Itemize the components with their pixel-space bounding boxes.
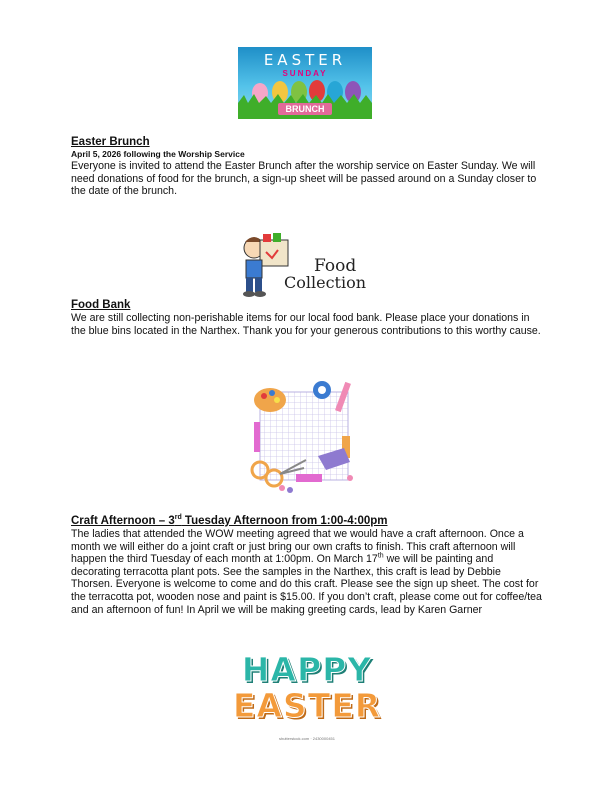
craft-heading-pre: Craft Afternoon – 3 xyxy=(71,515,175,527)
banner-badge: BRUNCH xyxy=(278,103,332,115)
happy-easter-graphic xyxy=(232,650,382,742)
image-credit: shutterstock.com · 2430000451 xyxy=(278,736,336,741)
food-collection-graphic xyxy=(236,230,376,298)
easter-text: EASTER xyxy=(232,686,382,725)
food-bank-body: We are still collecting non-perishable items for our local food bank. Please place your donations in the blue bins located in the Narthex. Thank you for your generous contributions to this worthy cause. xyxy=(71,312,541,337)
craft-body-part1: The ladies that attended the WOW meeting agreed that we would have a craft afternoon. Once a month we will either do a joint craft or just bring our own crafts to finish. This craft afternoon will happen the third Tuesday of each month at 1:00pm. On March 17 xyxy=(71,528,524,566)
banner-subtitle: SUNDAY xyxy=(282,69,328,78)
easter-brunch-heading: Easter Brunch xyxy=(71,136,150,148)
craft-supplies-graphic xyxy=(246,378,364,496)
food-graphic-line2: Collection xyxy=(284,273,367,292)
food-graphic-line1: Food xyxy=(314,256,357,276)
craft-body xyxy=(71,528,543,616)
easter-brunch-section xyxy=(71,135,543,198)
banner-title: EASTER xyxy=(263,51,347,69)
happy-text: HAPPY xyxy=(241,650,373,689)
craft-body-part2: we will be painting and decorating terracotta plant pots. See the samples in the Narthex, this craft is lead by Debbie Thorsen. Everyone is welcome to come and do this craft. Please see the sign up sheet. The cost for the terracotta pot, wooden nose and paint is $15.00. If you don’t craft, please come out for coffee/tea and an afternoon of fun! In April we will be making greeting cards, lead by Karen Garner xyxy=(71,553,542,616)
craft-afternoon-section xyxy=(71,514,543,616)
easter-brunch-body: Everyone is invited to attend the Easter Brunch after the worship service on Easter Sunday. We will need donations of food for the brunch, a sign-up sheet will be passed around on a Sunday closer to the date of the brunch. xyxy=(71,160,537,198)
food-bank-section xyxy=(71,298,543,337)
craft-heading-sup: rd xyxy=(174,514,182,522)
easter-brunch-date: April 5, 2026 following the Worship Service xyxy=(71,149,245,159)
craft-supplies-icon xyxy=(246,378,364,496)
easter-brunch-banner xyxy=(238,47,372,119)
craft-heading xyxy=(71,514,543,528)
craft-heading-post: Tuesday Afternoon from 1:00-4:00pm xyxy=(181,515,388,527)
craft-body-sup: th xyxy=(377,552,384,560)
food-bank-heading: Food Bank xyxy=(71,299,131,311)
